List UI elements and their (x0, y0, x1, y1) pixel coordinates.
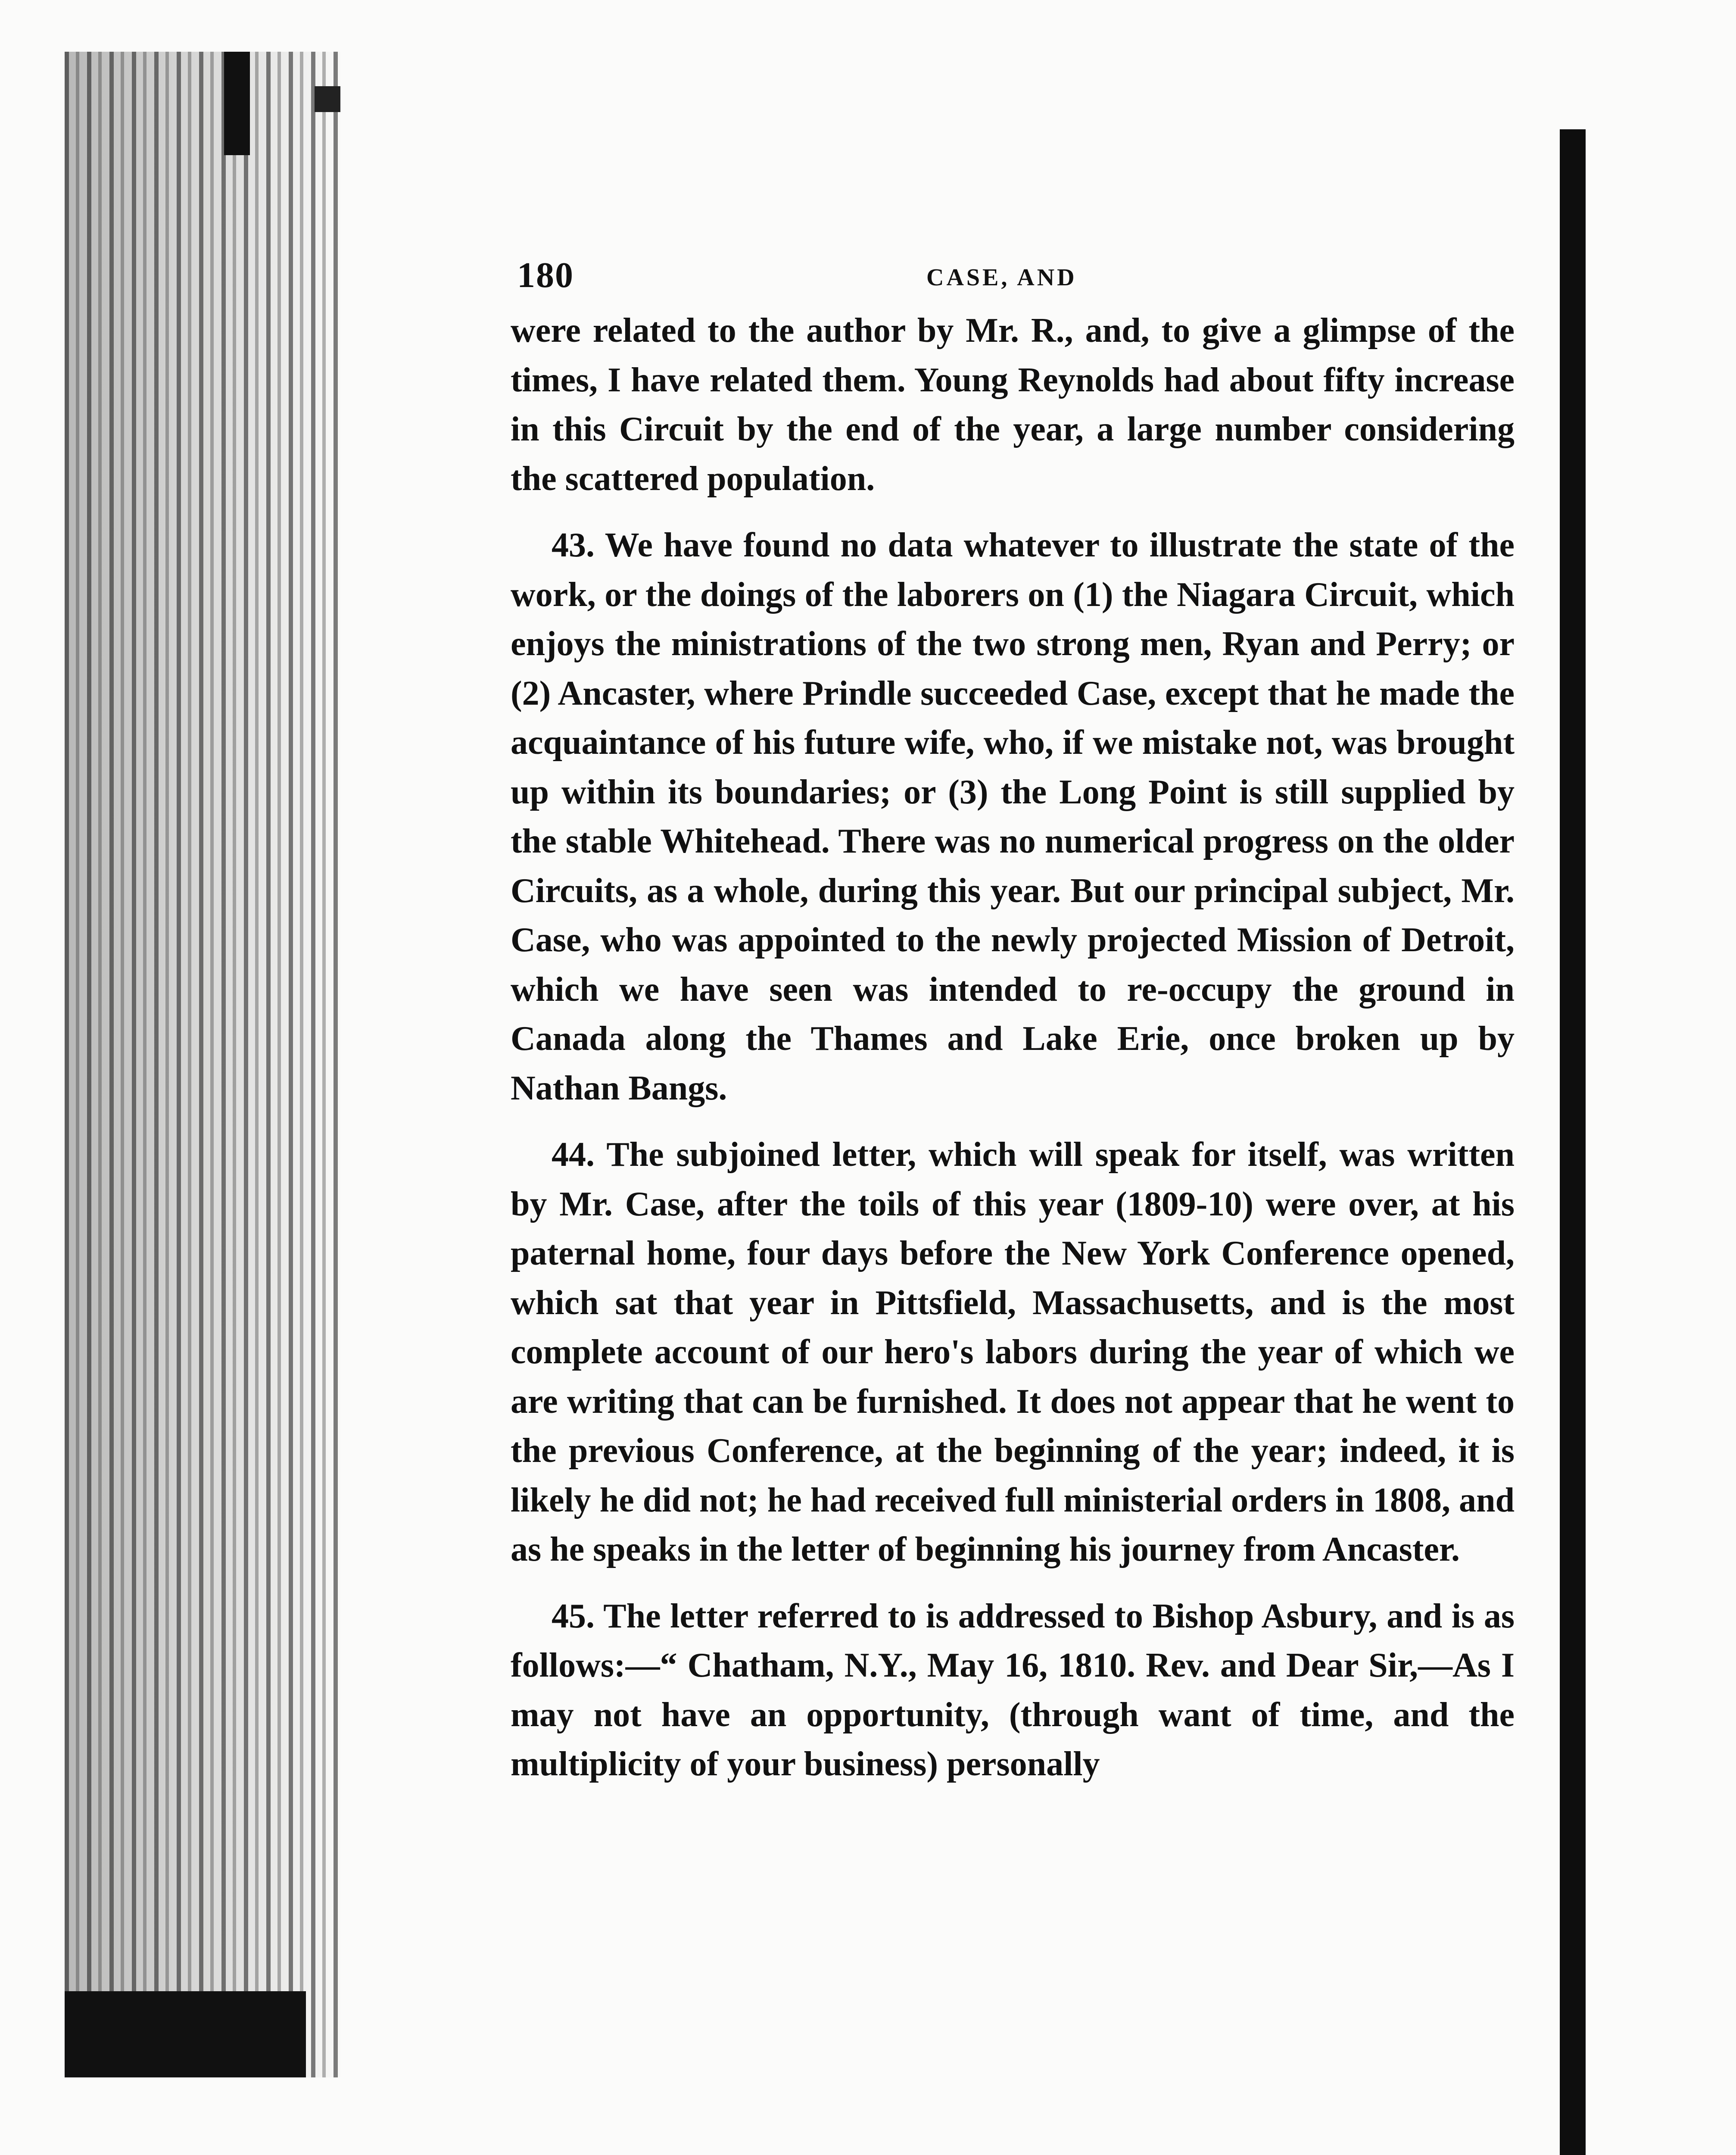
paragraph-text: The letter referred to is addressed to Bishop Asbury, and is as follows:—“ Chatham, N.Y., May 16, 1810. Rev. and Dear Sir,—As I may not have an opportunity, (through want of time, and the multiplicity of your business) personally (511, 1597, 1515, 1783)
paragraph-text: We have found no data whatever to illustrate the state of the work, or the doings of the laborers on (1) the Niagara Circuit, which enjoys the ministrations of the two strong men, Ryan and Perry; or (2) Ancaster, where Prindle succeeded Case, except that he made the acquaintance of his future wife, who, if we mistake not, was brought up within its boundaries; or (3) the Long Point is still supplied by the stable Whitehead. There was no numerical progress on the older Circuits, as a whole, during this year. But our principal subject, Mr. Case, who was appointed to the newly projected Mission of Detroit, which we have seen was intended to re-occupy the ground in Canada along the Thames and Lake Erie, once broken up by Nathan Bangs. (511, 526, 1515, 1107)
page-number: 180 (517, 255, 574, 295)
paragraph (511, 1130, 1515, 1574)
paragraph-text: were related to the author by Mr. R., and, to give a glimpse of the times, I have related them. Young Reynolds had about fifty increase in this Circuit by the end of the year, a large number considering the scattered population. (511, 312, 1515, 498)
paragraph-number: 44. (552, 1136, 595, 1174)
binding-mark (315, 86, 340, 112)
paragraph (511, 521, 1515, 1113)
running-head (511, 254, 1515, 306)
paragraph (511, 306, 1515, 503)
binding-mark (224, 52, 250, 155)
running-head-title: CASE, AND (926, 264, 1077, 291)
paragraph (511, 1592, 1515, 1789)
scan-edge-strip (1560, 129, 1586, 2155)
text-block (511, 254, 1515, 1789)
binding-edge-shadow (65, 52, 340, 2077)
paragraph-number: 45. (552, 1597, 595, 1635)
paragraph-text: The subjoined letter, which will speak for itself, was written by Mr. Case, after the toils of this year (1809-10) were over, at his paternal home, four days before the New York Conference opened, which sat that year in Pittsfield, Massachusetts, and is the most complete account of our hero's labors during the year of which we are writing that can be furnished. It does not appear that he went to the previous Conference, at the beginning of the year; indeed, it is likely he did not; he had received full ministerial orders in 1808, and as he speaks in the letter of beginning his journey from Ancaster. (511, 1136, 1515, 1568)
paragraph-number: 43. (552, 526, 595, 564)
binding-dark-corner (65, 1991, 306, 2077)
